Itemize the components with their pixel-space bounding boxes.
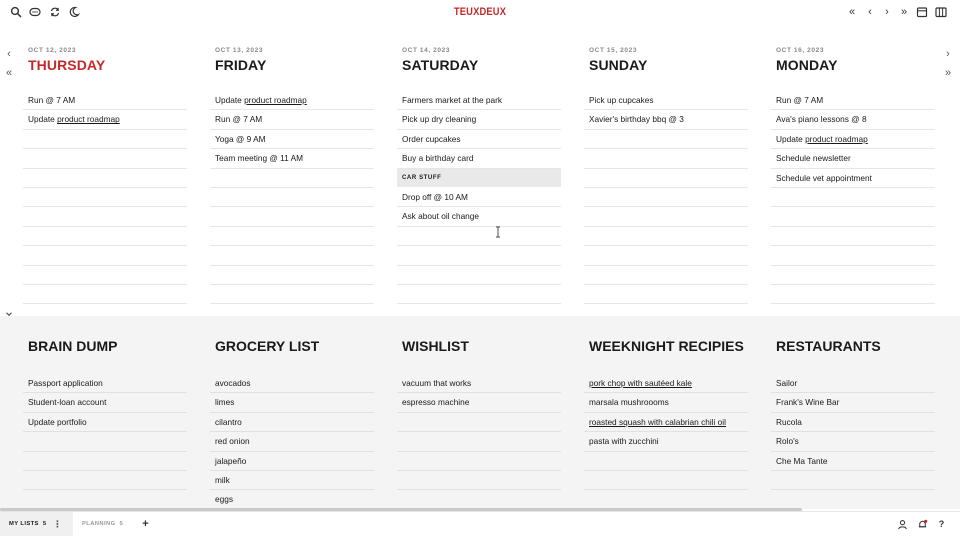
- empty-row[interactable]: [210, 285, 374, 304]
- help-icon[interactable]: ?: [938, 519, 945, 529]
- empty-row[interactable]: [584, 227, 748, 246]
- item-link[interactable]: product roadmap: [244, 95, 307, 105]
- todo-item[interactable]: [210, 130, 374, 149]
- item-text: Run @ 7 AM: [776, 95, 824, 105]
- double-chevron-left-icon[interactable]: «: [848, 6, 856, 18]
- empty-row[interactable]: [23, 227, 187, 246]
- section-heading[interactable]: [397, 169, 561, 188]
- empty-row[interactable]: [23, 432, 187, 451]
- empty-row[interactable]: [210, 227, 374, 246]
- day-column: [584, 40, 748, 304]
- day-column: [23, 40, 187, 304]
- empty-row[interactable]: [584, 207, 748, 226]
- day-date: OCT 16, 2023: [776, 47, 825, 54]
- list-item[interactable]: [210, 393, 374, 412]
- todo-item[interactable]: [210, 149, 374, 168]
- todo-item[interactable]: [771, 169, 935, 188]
- empty-row[interactable]: [210, 169, 374, 188]
- columns-icon[interactable]: [935, 6, 947, 18]
- empty-row[interactable]: [397, 413, 561, 432]
- day-name: FRIDAY: [215, 57, 267, 73]
- todo-item[interactable]: [771, 149, 935, 168]
- item-link[interactable]: pork chop with sautéed kale: [589, 378, 692, 388]
- empty-row[interactable]: [397, 490, 561, 509]
- empty-row[interactable]: [584, 452, 748, 471]
- list-title[interactable]: WISHLIST: [402, 338, 469, 354]
- item-text: Xavier's birthday bbq @ 3: [589, 114, 684, 125]
- todo-item[interactable]: [397, 149, 561, 168]
- list-item[interactable]: [771, 393, 935, 412]
- empty-row[interactable]: [584, 246, 748, 265]
- empty-row[interactable]: [397, 246, 561, 265]
- item-text: red onion: [215, 436, 250, 447]
- empty-row[interactable]: [23, 490, 187, 509]
- todo-item[interactable]: [210, 110, 374, 129]
- list-item[interactable]: [210, 452, 374, 471]
- todo-item[interactable]: [23, 91, 187, 110]
- list-column: [771, 316, 935, 509]
- item-text: cilantro: [215, 416, 242, 427]
- list-menu-icon[interactable]: ⋮: [53, 519, 63, 529]
- tab-label: PLANNING: [82, 521, 116, 527]
- item-text: Run @ 7 AM: [215, 114, 263, 125]
- empty-row[interactable]: [397, 471, 561, 490]
- list-item[interactable]: [397, 374, 561, 393]
- empty-row[interactable]: [584, 490, 748, 509]
- day-column: [397, 40, 561, 304]
- todo-item[interactable]: [771, 91, 935, 110]
- list-item[interactable]: [771, 432, 935, 451]
- todo-item[interactable]: [584, 91, 748, 110]
- list-item[interactable]: [584, 393, 748, 412]
- list-item[interactable]: [23, 374, 187, 393]
- item-text: Order cupcakes: [402, 133, 461, 144]
- empty-row[interactable]: [584, 149, 748, 168]
- item-text: Yoga @ 9 AM: [215, 133, 266, 144]
- item-text: Team meeting @ 11 AM: [215, 153, 304, 164]
- day-date: OCT 13, 2023: [215, 47, 264, 54]
- double-chevron-right-icon[interactable]: »: [900, 6, 908, 18]
- empty-row[interactable]: [584, 266, 748, 285]
- todo-item[interactable]: [23, 110, 187, 129]
- todo-item[interactable]: [397, 130, 561, 149]
- todo-item[interactable]: [397, 91, 561, 110]
- item-text: Schedule newsletter: [776, 153, 851, 164]
- empty-row[interactable]: [771, 266, 935, 285]
- search-icon[interactable]: [10, 6, 22, 18]
- empty-row[interactable]: [584, 130, 748, 149]
- item-text: espresso machine: [402, 397, 470, 408]
- tab-label: MY LISTS: [9, 521, 39, 527]
- list-item[interactable]: [771, 452, 935, 471]
- list-item[interactable]: [210, 374, 374, 393]
- add-list-icon[interactable]: +: [142, 518, 149, 530]
- empty-row[interactable]: [23, 169, 187, 188]
- day-name: MONDAY: [776, 57, 838, 73]
- item-text: Drop off @ 10 AM: [402, 191, 468, 202]
- empty-row[interactable]: [397, 452, 561, 471]
- empty-row[interactable]: [771, 246, 935, 265]
- item-text: marsala mushroooms: [589, 397, 669, 408]
- empty-row[interactable]: [771, 227, 935, 246]
- next-day-icon[interactable]: ›: [946, 48, 950, 60]
- item-text: Update: [28, 114, 58, 125]
- item-text: Update: [776, 133, 806, 144]
- user-icon[interactable]: [897, 519, 908, 530]
- list-column: [210, 316, 374, 509]
- item-text: pasta with zucchini: [589, 436, 659, 447]
- list-column: [23, 316, 187, 509]
- tab-count: 5: [119, 521, 124, 527]
- empty-row[interactable]: [210, 188, 374, 207]
- empty-row[interactable]: [23, 188, 187, 207]
- lists-panel: [0, 316, 960, 509]
- list-item[interactable]: [210, 471, 374, 490]
- tab-planning[interactable]: [73, 512, 133, 536]
- list-title[interactable]: GROCERY LIST: [215, 338, 320, 354]
- empty-row[interactable]: [584, 285, 748, 304]
- list-item[interactable]: [23, 413, 187, 432]
- todo-item[interactable]: [397, 110, 561, 129]
- empty-row[interactable]: [584, 169, 748, 188]
- item-link[interactable]: roasted squash with calabrian chili oil: [589, 416, 726, 427]
- empty-row[interactable]: [23, 452, 187, 471]
- todo-item[interactable]: [210, 91, 374, 110]
- empty-row[interactable]: [23, 266, 187, 285]
- item-text: Frank's Wine Bar: [776, 397, 840, 408]
- todo-item[interactable]: [397, 188, 561, 207]
- chevron-right-icon[interactable]: ›: [885, 6, 889, 18]
- item-text: Pick up cupcakes: [589, 95, 654, 105]
- todo-item[interactable]: [771, 130, 935, 149]
- prev-week-icon[interactable]: «: [5, 67, 13, 79]
- empty-row[interactable]: [397, 266, 561, 285]
- todo-item[interactable]: [584, 110, 748, 129]
- list-title[interactable]: WEEKNIGHT RECIPIES: [589, 338, 744, 354]
- item-text: Sailor: [776, 378, 798, 388]
- list-title[interactable]: RESTAURANTS: [776, 338, 881, 354]
- item-text: Run @ 7 AM: [28, 95, 76, 105]
- app-logo[interactable]: TEUXDEUX: [453, 6, 507, 18]
- day-date: OCT 12, 2023: [28, 47, 77, 54]
- item-text: vacuum that works: [402, 378, 472, 388]
- item-text: CAR STUFF: [402, 174, 442, 181]
- day-column: [210, 40, 374, 304]
- sync-icon[interactable]: [49, 6, 61, 18]
- empty-row[interactable]: [771, 471, 935, 490]
- item-text: Ask about oil change: [402, 211, 480, 222]
- notification-icon[interactable]: [917, 519, 928, 530]
- item-text: Update: [215, 95, 245, 105]
- empty-row[interactable]: [771, 207, 935, 226]
- list-item[interactable]: [210, 432, 374, 451]
- item-link[interactable]: product roadmap: [57, 114, 120, 125]
- calendar-days: [0, 40, 960, 308]
- empty-row[interactable]: [397, 227, 561, 246]
- item-text: Rucola: [776, 416, 802, 427]
- chat-bubble-icon[interactable]: [29, 6, 41, 18]
- empty-row[interactable]: [771, 490, 935, 509]
- empty-row[interactable]: [23, 471, 187, 490]
- empty-row[interactable]: [210, 266, 374, 285]
- list-column: [584, 316, 748, 509]
- chevron-left-icon[interactable]: ‹: [868, 6, 872, 18]
- item-text: jalapeño: [215, 455, 247, 466]
- day-name: THURSDAY: [28, 57, 106, 73]
- calendar-icon[interactable]: [916, 6, 928, 18]
- list-item[interactable]: [584, 432, 748, 451]
- empty-row[interactable]: [210, 207, 374, 226]
- item-text: Pick up dry cleaning: [402, 114, 477, 125]
- item-text: Che Ma Tante: [776, 455, 828, 466]
- list-item[interactable]: [584, 374, 748, 393]
- tab-my-lists[interactable]: [0, 512, 73, 536]
- todo-item[interactable]: [397, 207, 561, 226]
- item-text: avocados: [215, 378, 251, 388]
- list-title[interactable]: BRAIN DUMP: [28, 338, 118, 354]
- item-text: Ava's piano lessons @ 8: [776, 114, 867, 125]
- empty-row[interactable]: [397, 285, 561, 304]
- item-text: Rolo's: [776, 436, 799, 447]
- empty-row[interactable]: [23, 149, 187, 168]
- empty-row[interactable]: [23, 207, 187, 226]
- top-toolbar: [0, 0, 960, 24]
- item-text: Passport application: [28, 378, 103, 388]
- item-text: eggs: [215, 494, 233, 505]
- list-item[interactable]: [397, 393, 561, 412]
- text-cursor-icon: [495, 226, 501, 238]
- list-item[interactable]: [771, 374, 935, 393]
- empty-row[interactable]: [397, 432, 561, 451]
- empty-row[interactable]: [210, 246, 374, 265]
- item-link[interactable]: product roadmap: [805, 133, 868, 144]
- empty-row[interactable]: [23, 246, 187, 265]
- day-date: OCT 14, 2023: [402, 47, 451, 54]
- item-text: milk: [215, 474, 230, 485]
- item-text: Farmers market at the park: [402, 95, 503, 105]
- list-item[interactable]: [210, 413, 374, 432]
- day-name: SUNDAY: [589, 57, 648, 73]
- item-text: Student-loan account: [28, 397, 107, 408]
- item-text: Update portfolio: [28, 416, 87, 427]
- item-text: Buy a birthday card: [402, 153, 474, 164]
- day-date: OCT 15, 2023: [589, 47, 638, 54]
- item-text: Schedule vet appointment: [776, 172, 872, 183]
- day-column: [771, 40, 935, 304]
- day-name: SATURDAY: [402, 57, 479, 73]
- list-item[interactable]: [584, 413, 748, 432]
- empty-row[interactable]: [23, 285, 187, 304]
- empty-row[interactable]: [584, 471, 748, 490]
- tab-count: 5: [42, 521, 47, 527]
- empty-row[interactable]: [23, 130, 187, 149]
- empty-row[interactable]: [771, 188, 935, 207]
- bottom-bar: [0, 511, 960, 536]
- prev-day-icon[interactable]: ‹: [7, 48, 11, 60]
- list-item[interactable]: [210, 490, 374, 509]
- todo-item[interactable]: [771, 110, 935, 129]
- list-item[interactable]: [23, 393, 187, 412]
- list-column: [397, 316, 561, 509]
- empty-row[interactable]: [584, 188, 748, 207]
- item-text: limes: [215, 397, 235, 408]
- next-week-icon[interactable]: »: [944, 67, 952, 79]
- empty-row[interactable]: [771, 285, 935, 304]
- list-item[interactable]: [771, 413, 935, 432]
